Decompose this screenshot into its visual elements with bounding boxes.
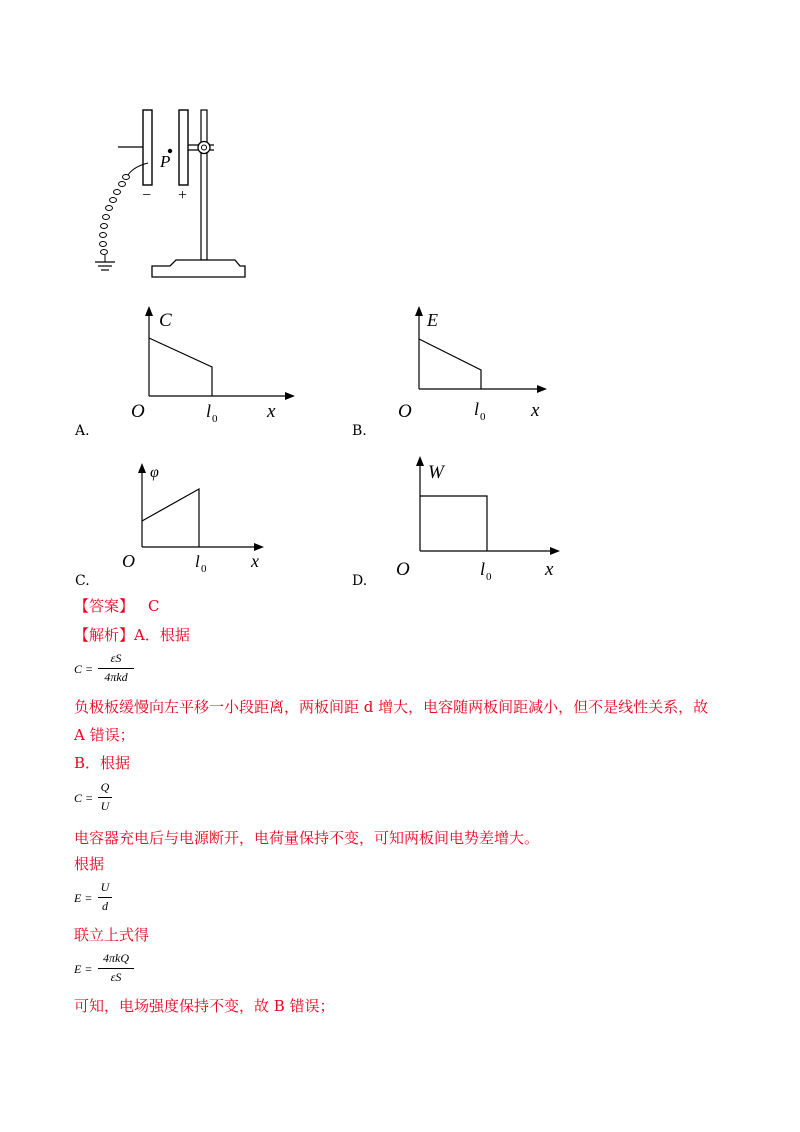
analysis-intro: A．根据 — [134, 626, 190, 644]
option-c-curve — [142, 489, 199, 547]
eq2-denominator: U — [100, 799, 110, 813]
ground-coil-wire — [100, 163, 152, 262]
eq4-numerator: 4πkQ — [102, 951, 129, 965]
svg-text:O: O — [122, 551, 135, 571]
svg-text:l: l — [195, 552, 200, 571]
analysis-heading — [74, 625, 190, 645]
option-d-graph — [390, 450, 570, 585]
eq1-numerator: εS — [110, 651, 122, 665]
svg-text:x: x — [531, 400, 540, 421]
capacitor-apparatus-figure — [90, 105, 260, 290]
eq4-denominator: εS — [110, 970, 122, 984]
eq1-denominator: 4πkd — [104, 670, 128, 684]
stand-base — [152, 260, 245, 277]
eq4-fraction — [98, 951, 134, 987]
eq3-fraction — [98, 880, 112, 916]
analysis-conclusion: 可知，电场强度保持不变，故 B 错误； — [74, 997, 335, 1015]
analysis-lianli: 联立上式得 — [74, 926, 150, 944]
ground-symbol-icon — [95, 262, 115, 270]
svg-text:0: 0 — [480, 411, 486, 423]
svg-text:W: W — [428, 462, 444, 483]
analysis-a-line1: 负极板缓慢向左平移一小段距离，两板间距 d 增大，电容随两板间距减小，但不是线性关系，故 — [74, 698, 709, 716]
option-d-curve — [420, 496, 487, 551]
eq2-fraction — [98, 780, 112, 816]
option-a-graph — [115, 300, 300, 425]
option-a-letter[interactable]: A. — [75, 423, 90, 439]
svg-text:l: l — [206, 401, 212, 421]
option-a-curve — [149, 338, 212, 396]
svg-text:φ: φ — [150, 464, 159, 481]
option-c-graph — [110, 455, 280, 575]
answer-line — [74, 596, 160, 616]
option-b-letter[interactable]: B. — [352, 423, 367, 439]
option-d-letter[interactable]: D. — [352, 573, 368, 589]
option-c-letter[interactable]: C. — [75, 573, 90, 589]
eq3-lhs: E = — [74, 891, 93, 905]
eq2-lhs: C = — [74, 791, 94, 805]
analysis-b-intro: B．根据 — [74, 754, 131, 772]
answer-label: 【答案】 — [74, 597, 135, 615]
svg-text:l: l — [480, 559, 486, 579]
positive-sign: + — [178, 187, 188, 204]
svg-text:O: O — [396, 559, 410, 580]
svg-text:O: O — [131, 401, 145, 422]
svg-text:0: 0 — [486, 571, 492, 583]
eq2-numerator: Q — [100, 780, 110, 794]
eq1-lhs: C = — [74, 662, 94, 676]
svg-text:O: O — [398, 401, 412, 422]
svg-text:0: 0 — [212, 413, 218, 425]
eq3-numerator: U — [100, 880, 110, 894]
svg-text:x: x — [267, 401, 276, 422]
answer-value: C — [148, 597, 160, 615]
analysis-label: 【解析】 — [74, 626, 135, 644]
svg-text:0: 0 — [201, 563, 207, 575]
svg-text:x: x — [251, 551, 259, 571]
svg-text:C: C — [159, 310, 172, 331]
eq1-fraction — [98, 651, 134, 687]
eq4-lhs: E = — [74, 962, 93, 976]
negative-sign: − — [142, 187, 152, 204]
point-p-label: P — [160, 152, 171, 171]
option-b-graph — [385, 300, 560, 425]
stand-rod — [201, 110, 207, 260]
svg-text:l: l — [474, 399, 480, 419]
svg-text:E: E — [427, 310, 438, 330]
option-b-curve — [419, 339, 481, 389]
analysis-genju: 根据 — [74, 855, 105, 873]
eq3-denominator: d — [102, 899, 108, 913]
positive-plate — [179, 110, 188, 185]
negative-plate — [143, 110, 152, 185]
svg-text:x: x — [545, 559, 554, 580]
analysis-a-line2: A 错误； — [74, 726, 135, 744]
analysis-b-text: 电容器充电后与电源断开，电荷量保持不变，可知两板间电势差增大。 — [74, 829, 540, 847]
